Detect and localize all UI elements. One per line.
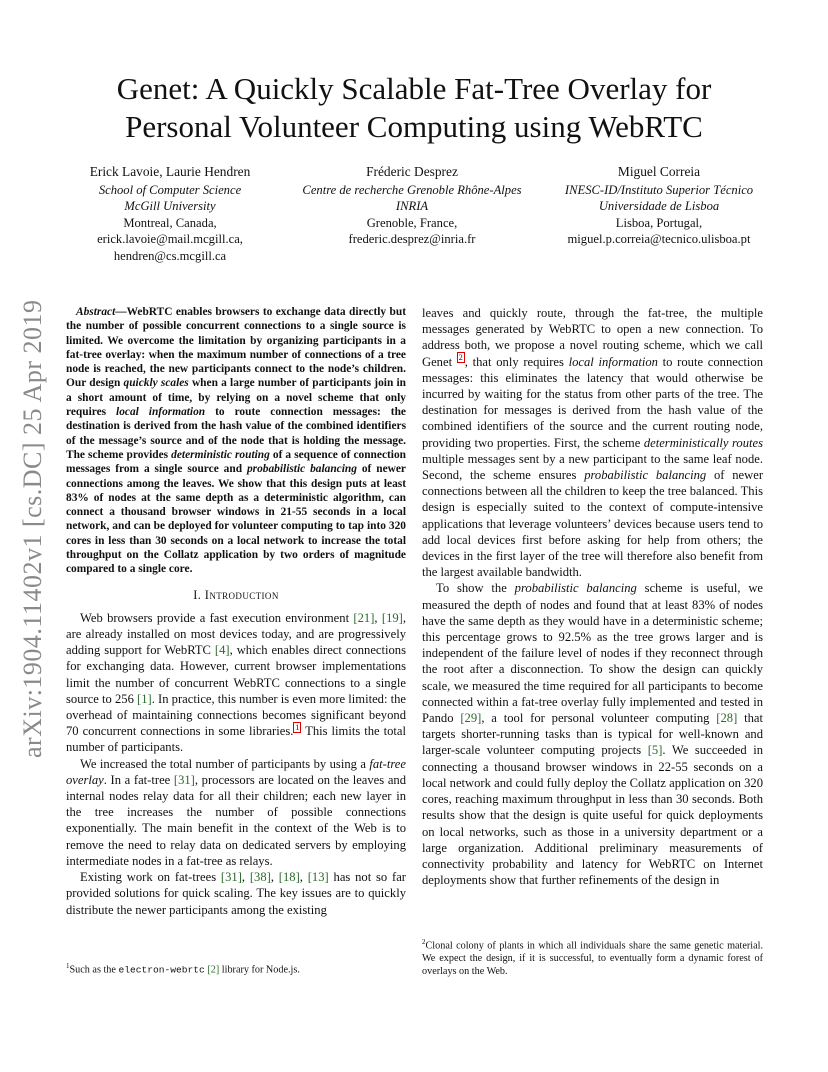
author-name: Erick Lavoie, Laurie Hendren bbox=[89, 164, 251, 179]
left-column bbox=[66, 305, 406, 918]
citation-link[interactable]: [28] bbox=[716, 711, 738, 726]
abstract-lead: Abstract bbox=[76, 306, 116, 318]
citation-link[interactable]: [38] bbox=[249, 870, 271, 885]
intro-paragraph-2: We increased the total number of participants by using a fat-tree overlay. In a fat-tree [31], processors are located on the leaves and internal nodes relay data for all their children; each new layer in the tree increases the number of possible connections exponentially. The main benefit in the context of the Web is to remove the need to relay data on dedicated servers by employing intermediate nodes in a fat-tree as relays. bbox=[66, 756, 406, 868]
right-paragraph-1: leaves and quickly route, through the fat-tree, the multiple messages generated by WebRTC to open a new connection. To address both, we propose a novel routing scheme, which we call Genet $^2$ , that only requires local information to route connection messages: this eliminates the latency that would otherwise be incurred by waiting for the status from other parts of the tree. The destination for messages is derived from the hash value of the combined identifiers of the source and the current routing node, providing two properties. First, the scheme deterministically routes multiple messages sent by a new participant to the same leaf node. Second, the scheme ensures probabilistic balancing of newer connections between all the children to keep the tree balanced. This design is especially suited to the context of compute-intensive applications that leverage volunteers’ devices because users tend to add local devices first before asking for help from others; the devices in the first layer of the tree will therefore also benefit from the largest available bandwidth. bbox=[422, 306, 764, 580]
citation-link[interactable]: [29] bbox=[460, 711, 482, 726]
author-block bbox=[70, 164, 760, 274]
right-paragraph-2: To show the probabilistic balancing scheme is useful, we measured the depth of nodes and found that at least 83% of nodes have the same depth as they would have in a deterministic scheme; this percentage grows to 92.5% as the tree grows larger and is independent of the failure level of nodes if they reconnect through the root after a disconnection. To show the design can quickly scale, we measured the time required for all participants to become connected within a fat-tree overlay fully implemented and tested in Pando [29], a tool for personal volunteer computing [28] that targets shorter-running tasks than is typical for well-known and larger-scale volunteer computing projects [5]. We succeeded in connecting a thousand browser windows in 22-55 seconds on a local network and could fully deploy the Collatz application on 320 cores, reaching maximum throughput in less than 30 seconds. Both results show that the design is quite useful for quick deployments on local networks, such as those in a university department or a large organization. Additional preliminary measurements of connectivity probability and latency for WebRTC on Internet deployments show that further refinements of the design in bbox=[422, 581, 764, 888]
intro-paragraph-3: Existing work on fat-trees [31], [38], [18], [13] has not so far provided solutions for quick scaling. The key issues are to quickly distribute the newer participants among the existing bbox=[66, 870, 406, 917]
author-name: Fréderic Desprez bbox=[366, 164, 458, 179]
citation-link[interactable]: [13] bbox=[307, 870, 329, 885]
citation-link[interactable]: [4] bbox=[214, 643, 230, 658]
author-1 bbox=[70, 164, 270, 264]
paper-title bbox=[60, 70, 768, 146]
citation-link[interactable]: [2] bbox=[207, 964, 220, 976]
author-name: Miguel Correia bbox=[617, 164, 701, 179]
citation-link[interactable]: [5] bbox=[647, 743, 663, 758]
citation-link[interactable]: [31] bbox=[220, 870, 242, 885]
author-email: hendren@cs.mcgill.ca bbox=[113, 248, 227, 263]
citation-link[interactable]: [31] bbox=[173, 772, 195, 787]
abstract: Abstract—WebRTC enables browsers to exchange data directly but the number of possible concurrent connections to a single source is limited. We overcome the limitation by organizing participants in a fat-tree overlay: when the maximum number of connections of a tree node is reached, the new participants connect to the node’s children. Our design quickly scales when a large number of participants join in a short amount of time, by relying on a novel scheme that only requires local information to route connection messages: the destination is derived from the hash value of the combined identifiers of the message’s source and of the node that is holding the message. The scheme provides deterministic routing of a sequence of connection messages from a single source and probabilistic balancing of newer connections among the leaves. We show that this design puts at least 83% of nodes at the same depth as a deterministic algorithm, can connect a thousand browser windows in 21-55 seconds in a local network, and can be deployed for volunteer computing to tap into 320 cores in less than 30 seconds on a local network to increase the total throughput on the Collatz application by two orders of magnitude compared to a single core. bbox=[66, 306, 407, 576]
citation-link[interactable]: [21] bbox=[353, 610, 375, 625]
author-city: Lisboa, Portugal, bbox=[615, 215, 703, 230]
author-affiliation: Centre de recherche Grenoble Rhône-Alpes bbox=[302, 182, 522, 197]
citation-link[interactable]: [19] bbox=[381, 610, 403, 625]
citation-link[interactable]: [1] bbox=[137, 691, 152, 706]
author-email: miguel.p.correia@tecnico.ulisboa.pt bbox=[567, 232, 751, 246]
footnote-ref-link[interactable]: 2 bbox=[458, 353, 463, 363]
author-city: Montreal, Canada, bbox=[123, 215, 217, 230]
footnote-2: $^2$Clonal colony of plants in which all individuals share the same genetic material. We expect the design, if it is successful, to eventually form a dynamic forest of overlays on the Web. bbox=[422, 938, 763, 978]
title-line-1: Genet: A Quickly Scalable Fat-Tree Overlay for bbox=[116, 71, 712, 106]
author-email: erick.lavoie@mail.mcgill.ca, bbox=[97, 232, 243, 246]
author-city: Grenoble, France, bbox=[366, 215, 458, 230]
author-affiliation: Universidade de Lisboa bbox=[598, 199, 720, 213]
arxiv-identifier: arXiv:1904.11402v1 [cs.DC] 25 Apr 2019 bbox=[18, 299, 47, 758]
citation-link[interactable]: [18] bbox=[278, 870, 300, 885]
author-affiliation: McGill University bbox=[124, 199, 216, 213]
footnote-1: $^1$Such as the electron-webrtc [2] library for Node.js. bbox=[66, 962, 300, 976]
author-affiliation: INRIA bbox=[395, 199, 429, 213]
title-line-2: Personal Volunteer Computing using WebRTC bbox=[125, 109, 703, 144]
code-snippet: electron-webrtc bbox=[118, 964, 205, 976]
intro-paragraph-1: Web browsers provide a fast execution environment [21], [19], are already installed on most devices today, and are progressively adding support for WebRTC [4], which enables direct connections for exchanging data. However, current browser implementations limit the number of concurrent WebRTC connections to a single source to 256 [1]. In practice, this number is even more limited: the overhead of maintaining connections becomes significant beyond 70 concurrent connections in some libraries. $^1$ This limits the total number of participants. bbox=[66, 610, 407, 755]
section-heading: I. Introduction bbox=[193, 587, 279, 602]
footnote-ref-link[interactable]: 1 bbox=[295, 723, 300, 733]
author-email: frederic.desprez@inria.fr bbox=[348, 232, 476, 246]
author-affiliation: INESC-ID/Instituto Superior Técnico bbox=[564, 182, 754, 197]
author-3 bbox=[518, 164, 800, 248]
author-2 bbox=[274, 164, 550, 248]
author-affiliation: School of Computer Science bbox=[98, 182, 242, 197]
right-column bbox=[422, 305, 763, 888]
